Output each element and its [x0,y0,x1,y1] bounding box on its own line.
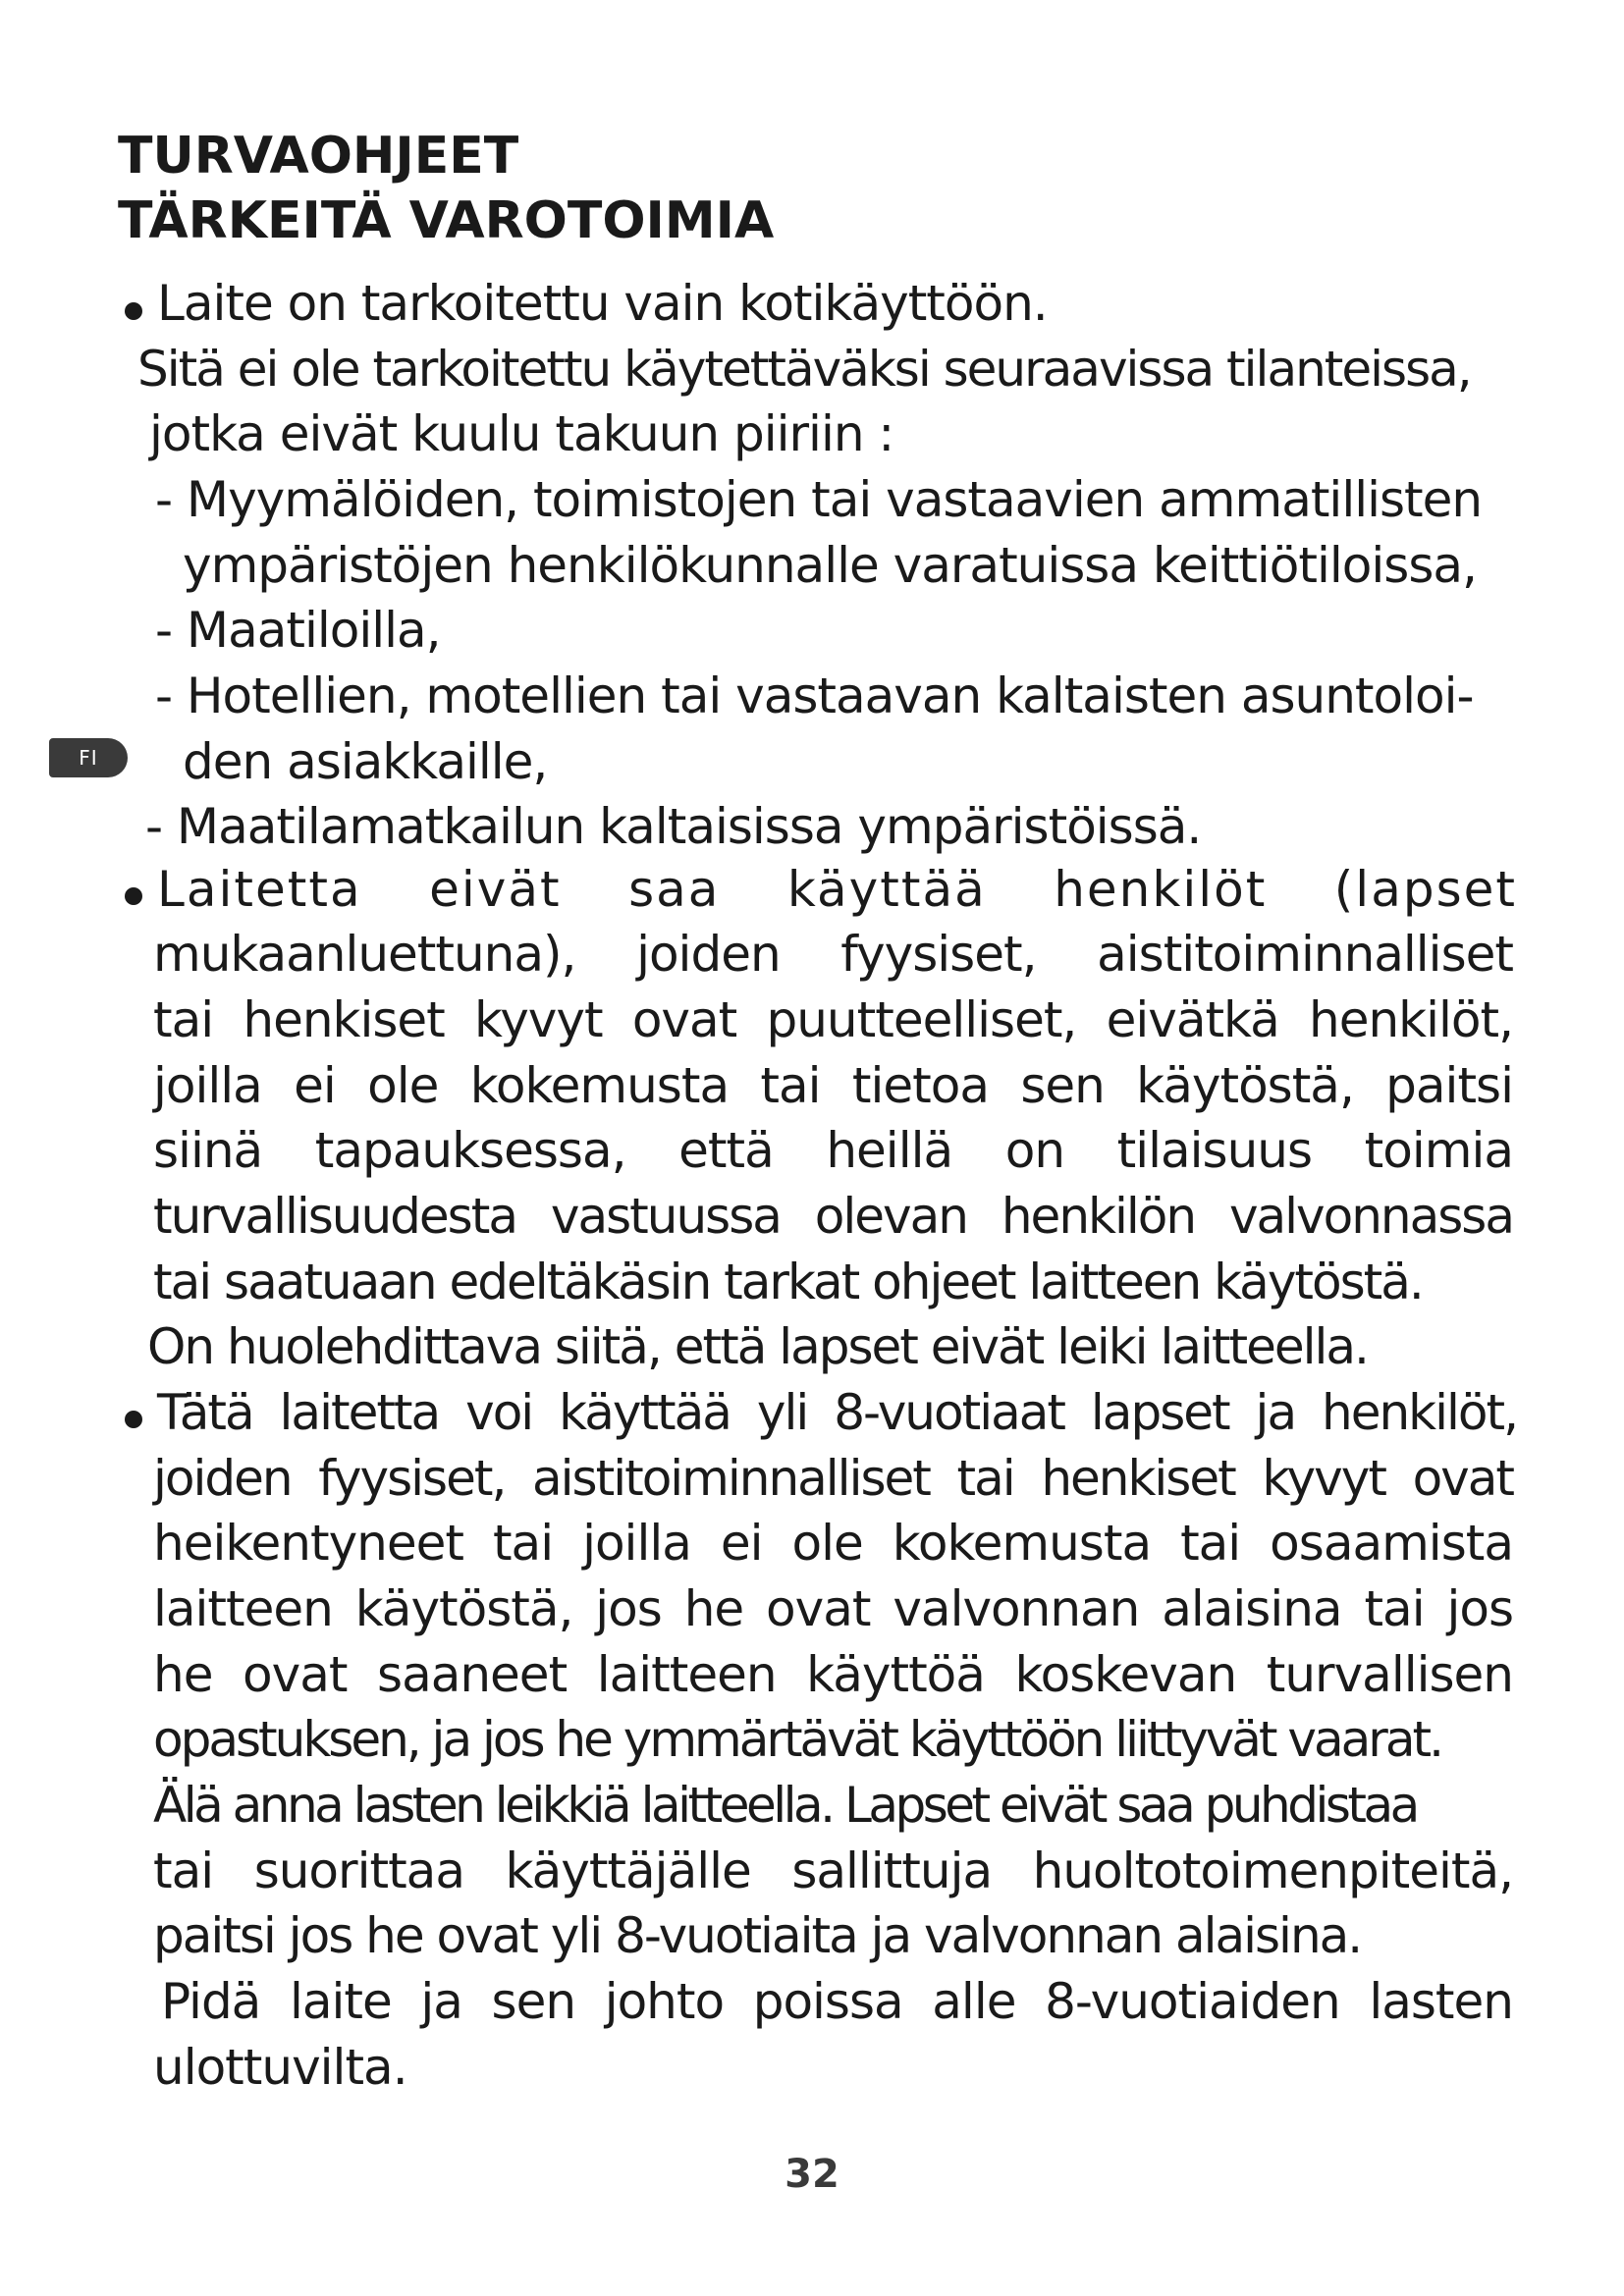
bullet-3-line-10: Pidä laite ja sen johto poissa alle 8-vuotiaiden lasten [161,1973,1513,2030]
bullet-2-line-5: siinä tapauksessa, että heillä on tilaisuus toimia [153,1122,1513,1179]
bullet-marker [125,887,142,905]
bullet-3-line-6: opastuksen, ja jos he ymmärtävät käyttöön liittyvät vaarat. [153,1711,1441,1768]
list-dash-3-line-1: - Hotellien, motellien tai vastaavan kaltaisten asuntoloi- [155,667,1474,724]
bullet-1-line-2: Sitä ei ole tarkoitettu käytettäväksi seuraavissa tilanteissa, [137,341,1471,398]
bullet-3-line-9: paitsi jos he ovat yli 8-vuotiaita ja valvonnan alaisina. [153,1907,1362,1964]
bullet-marker [125,1411,142,1428]
bullet-3-line-4: laitteen käytöstä, jos he ovat valvonnan alaisina tai jos [153,1580,1513,1637]
list-dash-1-line-1: - Myymälöiden, toimistojen tai vastaavien ammatillisten [155,471,1483,528]
language-tab: FI [49,738,128,777]
section-subtitle: TÄRKEITÄ VAROTOIMIA [118,191,775,250]
bullet-2-line-7: tai saatuaan edeltäkäsin tarkat ohjeet laitteen käytöstä. [153,1254,1423,1310]
bullet-1-line-3: jotka eivät kuulu takuun piiriin : [149,405,894,462]
bullet-2-line-1: Laitetta eivät saa käyttää henkilöt (lapset [157,861,1517,918]
list-dash-4-line-1: - Maatilamatkailun kaltaisissa ympäristöissä. [145,798,1202,855]
list-dash-3-line-2: den asiakkaille, [183,733,548,790]
page-number: 32 [785,2152,839,2197]
bullet-2-line-2: mukaanluettuna), joiden fyysiset, aistitoiminnalliset [153,926,1513,983]
section-title: TURVAOHJEET [118,127,519,186]
list-dash-2-line-1: - Maatiloilla, [155,602,441,659]
bullet-marker [125,302,142,320]
bullet-3-line-1: Tätä laitetta voi käyttää yli 8-vuotiaat lapset ja henkilöt, [157,1384,1517,1441]
bullet-2-line-3: tai henkiset kyvyt ovat puutteelliset, eivätkä henkilöt, [153,991,1513,1048]
bullet-3-line-3: heikentyneet tai joilla ei ole kokemusta tai osaamista [153,1515,1513,1572]
bullet-3-line-11: ulottuvilta. [153,2039,407,2096]
bullet-3-line-7: Älä anna lasten leikkiä laitteella. Lapset eivät saa puhdistaa [153,1777,1417,1834]
bullet-2-line-6: turvallisuudesta vastuussa olevan henkilön valvonnassa [153,1188,1513,1245]
bullet-3-line-2: joiden fyysiset, aistitoiminnalliset tai henkiset kyvyt ovat [153,1450,1513,1507]
bullet-2-line-4: joilla ei ole kokemusta tai tietoa sen käytöstä, paitsi [153,1057,1513,1114]
bullet-3-line-8: tai suorittaa käyttäjälle sallittuja huoltotoimenpiteitä, [153,1842,1513,1899]
bullet-1-line-1: Laite on tarkoitettu vain kotikäyttöön. [157,275,1048,332]
bullet-2-line-8: On huolehdittava siitä, että lapset eivät leiki laitteella. [147,1318,1368,1375]
bullet-3-line-5: he ovat saaneet laitteen käyttöä koskevan turvallisen [153,1646,1513,1703]
list-dash-1-line-2: ympäristöjen henkilökunnalle varatuissa keittiötiloissa, [183,537,1477,594]
